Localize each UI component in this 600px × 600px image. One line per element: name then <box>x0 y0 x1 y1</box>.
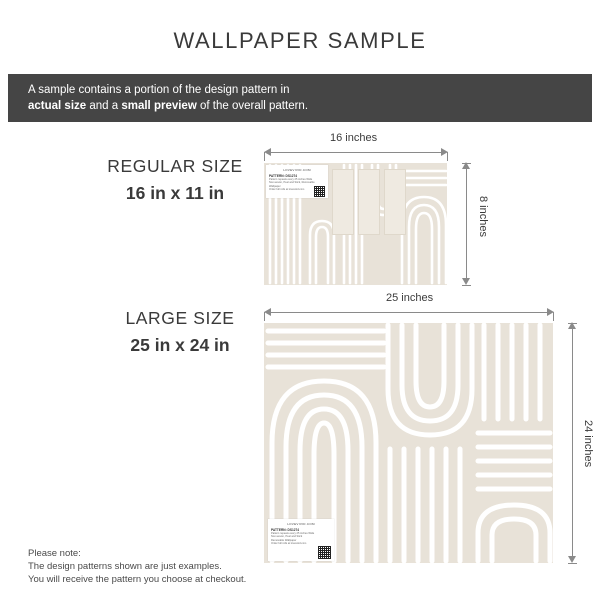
regular-height-label: 8 inches <box>477 196 489 237</box>
regular-card-qr-code <box>314 186 325 197</box>
large-height-rule <box>572 324 573 561</box>
banner-line-2-end: of the overall pattern. <box>196 100 309 112</box>
regular-card-pattern: PATTERN: DS1274 <box>269 174 298 178</box>
banner-line-1: A sample contains a portion of the design pattern in <box>28 84 290 96</box>
regular-height-tick-bottom <box>462 285 471 286</box>
footer-note-line-1: The design patterns shown are just examples. <box>28 561 222 572</box>
regular-size-dims: 16 in x 11 in <box>125 183 225 203</box>
large-sheet-label-card <box>268 519 334 561</box>
regular-card-line1: Pattern repeats every 25 inches Wide <box>269 178 313 181</box>
regular-sheet-label-card <box>266 165 328 198</box>
large-height-tick-top <box>568 323 577 324</box>
regular-size-caption <box>100 156 250 204</box>
regular-height-rule <box>466 164 467 283</box>
regular-width-rule <box>266 152 445 153</box>
large-size-name: LARGE SIZE <box>125 308 235 328</box>
large-height-label: 24 inches <box>582 420 594 468</box>
regular-card-line2: Non-woven, Peel and Stick, Removable Wallpaper <box>269 181 315 188</box>
large-card-qr-code <box>318 546 331 559</box>
large-height-arrow-down <box>568 556 576 563</box>
regular-preview-tile-2 <box>358 169 380 235</box>
info-banner-text <box>28 82 308 114</box>
large-size-sample-sheet <box>264 323 553 563</box>
large-card-line1: Pattern repeats every 25 inches Wide <box>271 532 315 535</box>
large-card-line3: Removable Wallpaper <box>271 538 297 542</box>
regular-card-brand: LOVEVIVID.COM <box>283 168 311 172</box>
regular-width-arrow-left <box>264 148 271 156</box>
footer-note-line-2: You will receive the pattern you choose at checkout. <box>28 574 247 585</box>
footer-note <box>28 547 246 586</box>
page-title: WALLPAPER SAMPLE <box>173 28 427 53</box>
regular-size-sample-sheet <box>264 163 447 285</box>
regular-width-label: 16 inches <box>330 132 378 144</box>
regular-width-tick-left <box>264 152 265 161</box>
large-size-caption <box>100 308 260 356</box>
regular-height-tick-top <box>462 163 471 164</box>
large-card-line2: Non-woven, Peel and Stick <box>271 535 303 539</box>
large-width-arrow-left <box>264 308 271 316</box>
regular-height-arrow-down <box>462 278 470 285</box>
footer-note-heading: Please note: <box>28 548 81 559</box>
large-width-label: 25 inches <box>386 292 434 304</box>
info-banner <box>8 74 592 122</box>
banner-line-2-mid: and a <box>86 100 122 112</box>
regular-card-line3: Order full rolls at lovevivid.com <box>269 188 305 192</box>
regular-size-name: REGULAR SIZE <box>107 156 243 176</box>
large-width-tick-left <box>264 312 265 321</box>
regular-preview-tile-3 <box>384 169 406 235</box>
large-card-line4: Order full rolls at lovevivid.com <box>271 542 307 546</box>
large-width-tick-right <box>553 312 554 321</box>
large-height-tick-bottom <box>568 563 577 564</box>
banner-emphasis-small-preview: small preview <box>121 100 197 112</box>
large-size-dims: 25 in x 24 in <box>130 335 230 355</box>
large-width-rule <box>266 312 551 313</box>
regular-width-tick-right <box>447 152 448 161</box>
large-card-pattern: PATTERN: DS1274 <box>271 528 300 532</box>
regular-preview-tile-1 <box>332 169 354 235</box>
large-card-brand: LOVEVIVID.COM <box>287 522 315 526</box>
banner-emphasis-actual-size: actual size <box>28 100 87 112</box>
